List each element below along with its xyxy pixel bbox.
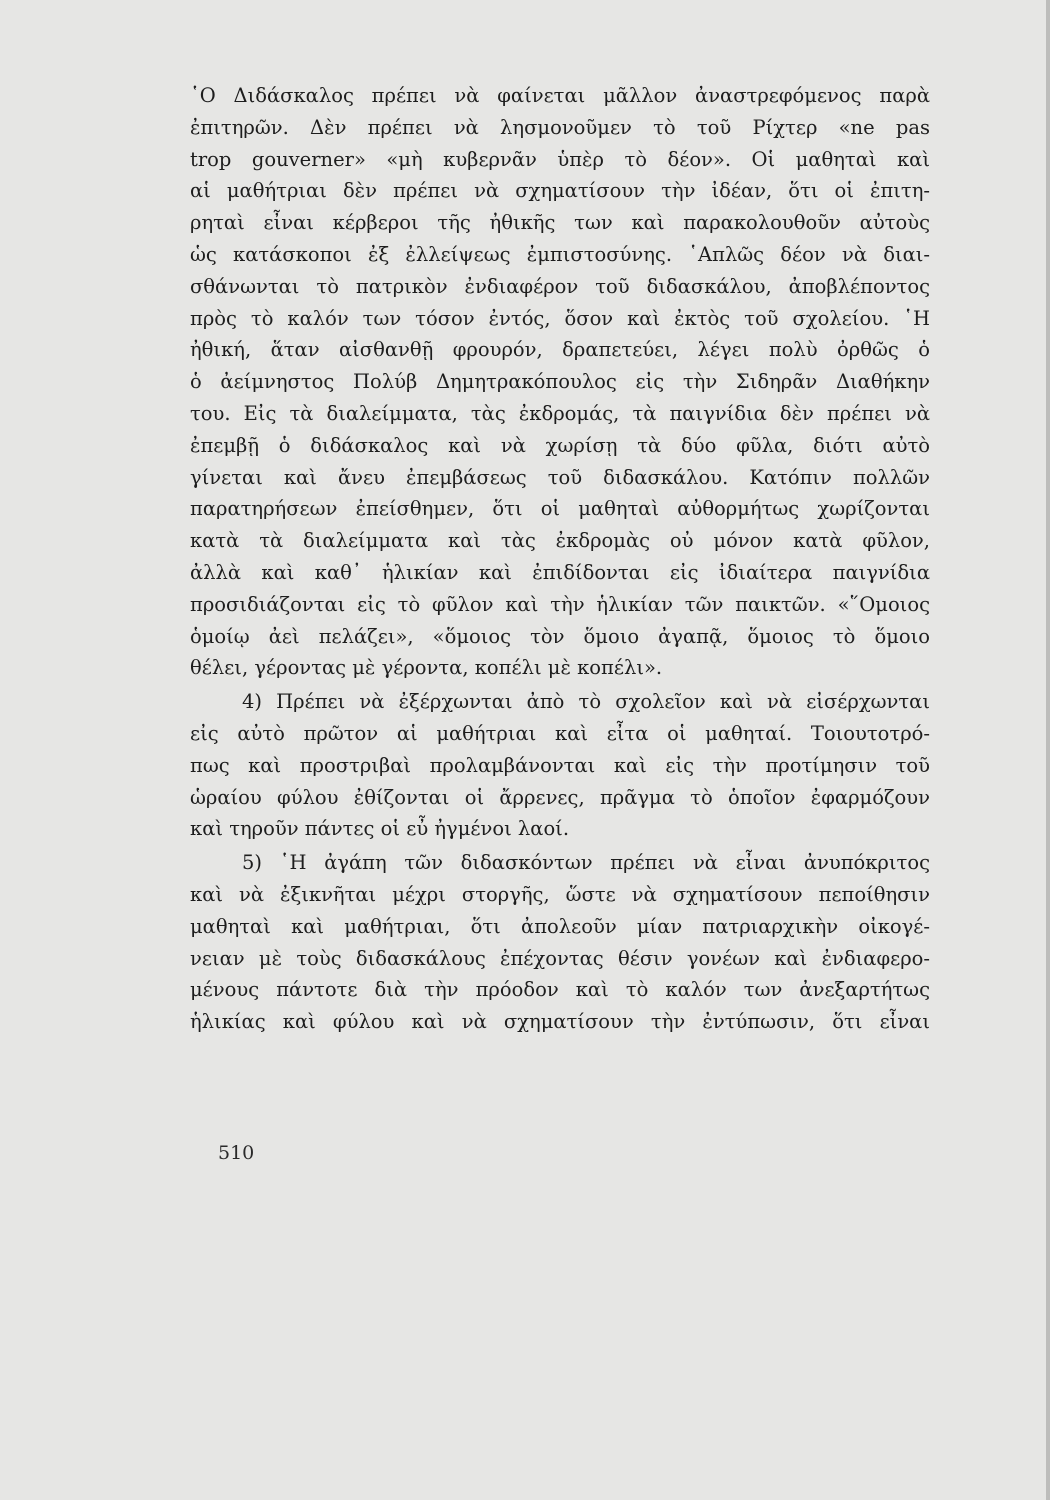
text-line: ὁμοίῳ ἀεὶ πελάζει», «ὅμοιος τὸν ὅμοιο ἀγαπᾷ, ὅμοιος τὸ ὅμοιο: [190, 624, 930, 648]
text-line: ὡς κατάσκοποι ἐξ ἐλλείψεως ἐμπιστοσύνης. ῾Απλῶς δέον νὰ διαι-: [190, 242, 930, 266]
page-edge-shadow: [1046, 0, 1050, 1500]
text-line: του. Εἰς τὰ διαλείμματα, τὰς ἐκδρομάς, τὰ παιγνίδια δὲν πρέπει νὰ: [190, 401, 930, 425]
text-line: γίνεται καὶ ἄνευ ἐπεμβάσεως τοῦ διδασκάλου. Κατόπιν πολλῶν: [190, 465, 930, 489]
text-line: σθάνωνται τὸ πατρικὸν ἐνδιαφέρον τοῦ διδασκάλου, ἀποβλέποντος: [190, 274, 930, 298]
text-line: ἐπεμβῇ ὁ διδάσκαλος καὶ νὰ χωρίσῃ τὰ δύο φῦλα, διότι αὐτὸ: [190, 433, 930, 457]
paragraph-5-first-line: 5) ῾Η ἀγάπη τῶν διδασκόντων πρέπει νὰ εἶναι ἀνυπόκριτος: [242, 851, 930, 875]
text-line: ρηταὶ εἶναι κέρβεροι τῆς ἠθικῆς των καὶ παρακολουθοῦν αὐτοὺς: [190, 211, 930, 235]
text-line: μαθηταὶ καὶ μαθήτριαι, ὅτι ἀπολεοῦν μίαν πατριαρχικὴν οἰκογέ-: [190, 914, 930, 938]
text-line: trop gouverner» «μὴ κυβερνᾶν ὑπὲρ τὸ δέον». Οἱ μαθηταὶ καὶ: [190, 147, 930, 171]
text-line: παρατηρήσεων ἐπείσθημεν, ὅτι οἱ μαθηταὶ αὐθορμήτως χωρίζονται: [190, 497, 930, 521]
text-line: ἡλικίας καὶ φύλου καὶ νὰ σχηματίσουν τὴν ἐντύπωσιν, ὅτι εἶναι: [190, 1010, 930, 1034]
text-line: ἐπιτηρῶν. Δὲν πρέπει νὰ λησμονοῦμεν τὸ τοῦ Ρίχτερ «ne pas: [190, 115, 930, 139]
text-line: ῾Ο Διδάσκαλος πρέπει νὰ φαίνεται μᾶλλον ἀναστρεφόμενος παρὰ: [190, 84, 930, 107]
text-line: ὁ ἀείμνηστος Πολύβ Δημητρακόπουλος εἰς τὴν Σιδηρᾶν Διαθήκην: [190, 370, 930, 394]
text-line: κατὰ τὰ διαλείμματα καὶ τὰς ἐκδρομὰς οὐ μόνον κατὰ φῦλον,: [190, 529, 930, 553]
text-line: καὶ νὰ ἐξικνῆται μέχρι στοργῆς, ὥστε νὰ σχηματίσουν πεποίθησιν: [190, 882, 930, 906]
text-line: θέλει, γέροντας μὲ γέροντα, κοπέλι μὲ κοπέλι».: [190, 656, 663, 680]
text-line: αἱ μαθήτριαι δὲν πρέπει νὰ σχηματίσουν τὴν ἰδέαν, ὅτι οἱ ἐπιτη-: [190, 179, 930, 203]
text-line: μένους πάντοτε διὰ τὴν πρόοδον καὶ τὸ καλόν των ἀνεξαρτήτως: [190, 978, 930, 1002]
text-line: ἀλλὰ καὶ καθ᾽ ἡλικίαν καὶ ἐπιδίδονται εἰς ἰδιαίτερα παιγνίδια: [190, 560, 930, 584]
paragraph-4-first-line: 4) Πρέπει νὰ ἐξέρχωνται ἀπὸ τὸ σχολεῖον καὶ νὰ εἰσέρχωνται: [242, 690, 930, 714]
body-text: [190, 80, 930, 1038]
text-line: νειαν μὲ τοὺς διδασκάλους ἐπέχοντας θέσιν γονέων καὶ ἐνδιαφερο-: [190, 946, 930, 970]
text-line: εἰς αὐτὸ πρῶτον αἱ μαθήτριαι καὶ εἶτα οἱ μαθηταί. Τοιουτοτρό-: [190, 721, 930, 745]
text-line: προσιδιάζονται εἰς τὸ φῦλον καὶ τὴν ἡλικίαν τῶν παικτῶν. «῞Ομοιος: [190, 592, 930, 616]
text-line: καὶ τηροῦν πάντες οἱ εὖ ἠγμένοι λαοί.: [190, 817, 570, 841]
page-number: 510: [218, 1142, 255, 1164]
text-line: ὡραίου φύλου ἐθίζονται οἱ ἄρρενες, πρᾶγμα τὸ ὁποῖον ἐφαρμόζουν: [190, 785, 930, 809]
text-line: πως καὶ προστριβαὶ προλαμβάνονται καὶ εἰς τὴν προτίμησιν τοῦ: [190, 753, 930, 777]
text-line: ἠθική, ἅταν αἰσθανθῇ φρουρόν, δραπετεύει, λέγει πολὺ ὀρθῶς ὁ: [190, 338, 930, 362]
text-line: πρὸς τὸ καλόν των τόσον ἐντός, ὅσον καὶ ἐκτὸς τοῦ σχολείου. ῾Η: [190, 306, 930, 330]
